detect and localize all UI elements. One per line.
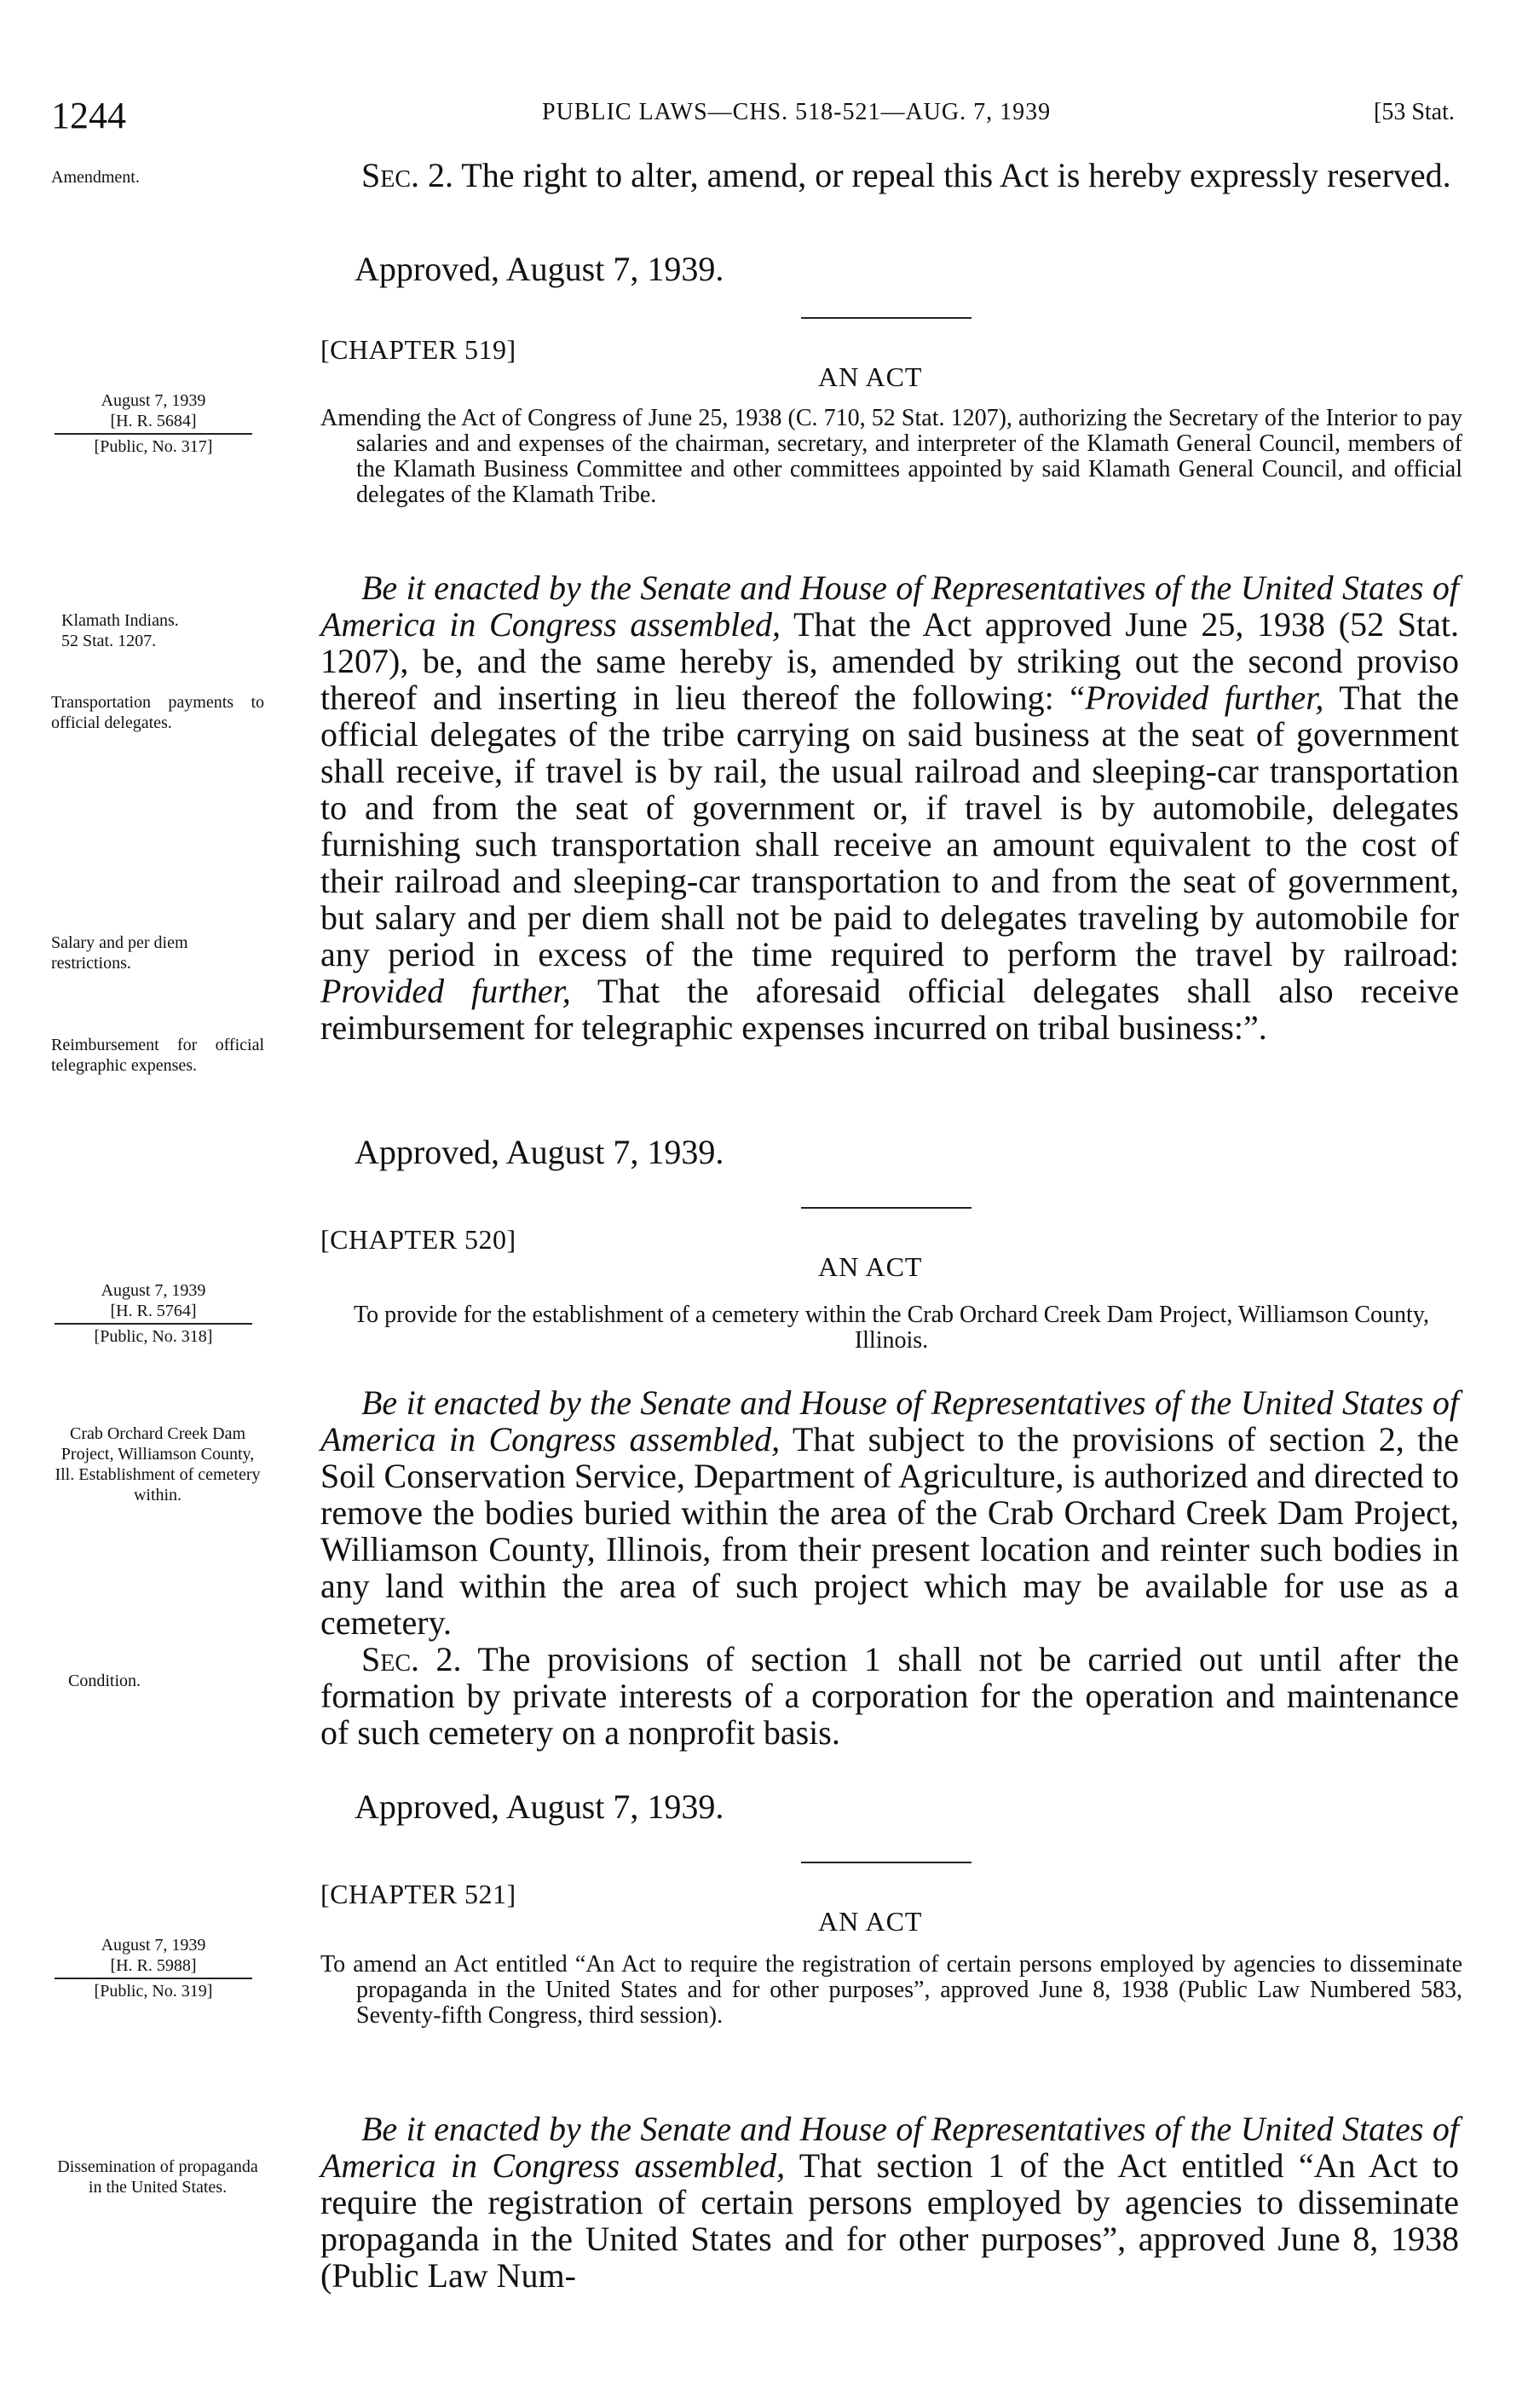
body-text-2: That the official delegates of the tribe carrying on said business at the seat of government shall receive, if travel is by rail, the usual railroad and sleeping-car transportation to and from the seat of government or, if travel is by automobile, delegates furnishing such transportation shall receive an amount equivalent to the cost of their railroad and sleeping-car transportation to and from the seat of government, but salary and per diem shall not be paid to delegates traveling by automobile for any period in excess of the time required to perform the travel by railroad: xyxy=(320,679,1459,973)
margin-stat: 52 Stat. 1207. xyxy=(61,632,157,650)
body-text-3: That the aforesaid official delegates shall also receive reimbursement for telegraphic expenses incurred on tribal business:”. xyxy=(320,972,1460,1047)
proviso-1: Provided further, xyxy=(1085,679,1324,717)
body-text-1: That the Act approved June 25, 1938 (52 Stat. 1207), be, and the same hereby is, amended by striking out the second proviso thereof and inserting in lieu thereof the following: “ xyxy=(320,605,1459,717)
ch520-body xyxy=(320,1384,1459,1751)
margin-date: August 7, 1939 xyxy=(101,1936,206,1955)
ch520-chapter-label: [CHAPTER 520] xyxy=(320,1224,516,1255)
margin-public: [Public, No. 317] xyxy=(94,437,213,456)
margin-note-salary: Salary and per diem restrictions. xyxy=(51,933,188,973)
margin-note-dissemination: Dissemination of propaganda in the United States. xyxy=(57,2157,258,2197)
ch519-an-act: AN ACT xyxy=(818,361,923,392)
ch520-approved: Approved, August 7, 1939. xyxy=(355,1787,724,1826)
section-divider xyxy=(801,1207,972,1209)
margin-rule xyxy=(55,433,252,435)
margin-rule xyxy=(55,1978,252,1979)
section-divider xyxy=(801,317,972,319)
enacting-clause: Be it enacted by the Senate and House of Representatives of the United States of America in Congress assembled, xyxy=(320,2110,1459,2185)
margin-bill: [H. R. 5988] xyxy=(110,1956,197,1975)
margin-klamath: Klamath Indians. xyxy=(61,611,179,630)
body-text-1: That section 1 of the Act entitled “An Act to require the registration of certain persons employed by agencies to disseminate propaganda in the United States and for other purposes”, approved June 8, 1938 (Public Law Num- xyxy=(320,2146,1460,2295)
margin-note-amendment: Amendment. xyxy=(51,168,140,187)
ch518-section-2 xyxy=(320,157,1459,193)
margin-note-transport: Transportation payments to official delegates. xyxy=(51,693,264,732)
body-text-1: That subject to the provisions of section 2, the Soil Conservation Service, Department of Agriculture, is authorized and directed to remove the bodies buried within the area of the Crab Orchard Creek Dam Project, Williamson County, Illinois, from their present location and reinter such bodies in any land within the area of such project which may be available for use as a cemetery. xyxy=(320,1420,1459,1642)
sec-label: Sec. 2. xyxy=(361,156,454,194)
ch521-chapter-label: [CHAPTER 521] xyxy=(320,1879,516,1909)
ch519-margin-heading xyxy=(51,390,256,457)
sec-text: The right to alter, amend, or repeal this Act is hereby expressly reserved. xyxy=(453,156,1451,194)
margin-public: [Public, No. 319] xyxy=(94,1982,213,2001)
ch519-chapter-label: [CHAPTER 519] xyxy=(320,334,516,365)
section-divider xyxy=(801,1862,972,1863)
margin-public: [Public, No. 318] xyxy=(94,1327,213,1346)
ch518-approved: Approved, August 7, 1939. xyxy=(355,250,724,288)
running-head: PUBLIC LAWS—CHS. 518-521—AUG. 7, 1939 xyxy=(542,99,1052,125)
margin-rule xyxy=(55,1323,252,1325)
ch520-margin-heading xyxy=(51,1280,256,1347)
ch521-title xyxy=(320,1952,1462,2029)
ch520-an-act: AN ACT xyxy=(818,1251,923,1282)
ch520-title: To provide for the establishment of a cemetery within the Crab Orchard Creek Dam Project, Williamson County, Illinois. xyxy=(353,1302,1430,1354)
margin-note-reimburse: Reimbursement for official telegraphic expenses. xyxy=(51,1036,264,1075)
ch521-margin-heading xyxy=(51,1935,256,2001)
ch519-approved: Approved, August 7, 1939. xyxy=(355,1133,724,1171)
ch521-title-text: To amend an Act entitled “An Act to require the registration of certain persons employed by agencies to disseminate propaganda in the United States and for other purposes”, approved June 8, 1938 (Public Law Numbered 583, Seventy-fifth Congress, third session). xyxy=(320,1951,1462,2029)
sec-text: The provisions of section 1 shall not be carried out until after the formation by private interests of a corporation for the operation and maintenance of such cemetery on a nonprofit basis. xyxy=(320,1640,1459,1752)
page-number: 1244 xyxy=(51,95,126,136)
volume-reference: [53 Stat. xyxy=(1374,99,1455,125)
enacting-clause: Be it enacted by the Senate and House of Representatives of the United States of America in Congress assembled, xyxy=(320,569,1459,644)
margin-note-condition: Condition. xyxy=(68,1672,141,1690)
margin-note-crab-orchard: Crab Orchard Creek Dam Project, Williamson County, Ill. Establishment of cemetery within. xyxy=(55,1424,261,1504)
ch519-body xyxy=(320,569,1459,1046)
ch521-body xyxy=(320,2111,1459,2294)
ch519-title xyxy=(320,406,1462,508)
ch519-title-text: Amending the Act of Congress of June 25, 1938 (C. 710, 52 Stat. 1207), authorizing the Secretary of the Interior to pay salaries and and expenses of the chairman, secretary, and interpreter of the Klamath General Council, members of the Klamath Business Committee and other committees appointed by said Klamath General Council, and official delegates of the Klamath Tribe. xyxy=(320,405,1462,508)
margin-note-klamath xyxy=(51,610,264,651)
margin-date: August 7, 1939 xyxy=(101,1281,206,1300)
margin-bill: [H. R. 5684] xyxy=(110,412,197,430)
sec-label: Sec. 2. xyxy=(361,1640,462,1678)
proviso-2: Provided further, xyxy=(320,972,571,1010)
enacting-clause: Be it enacted by the Senate and House of Representatives of the United States of America in Congress assembled, xyxy=(320,1383,1459,1458)
margin-date: August 7, 1939 xyxy=(101,391,206,410)
ch521-an-act: AN ACT xyxy=(818,1906,923,1937)
margin-bill: [H. R. 5764] xyxy=(110,1302,197,1320)
